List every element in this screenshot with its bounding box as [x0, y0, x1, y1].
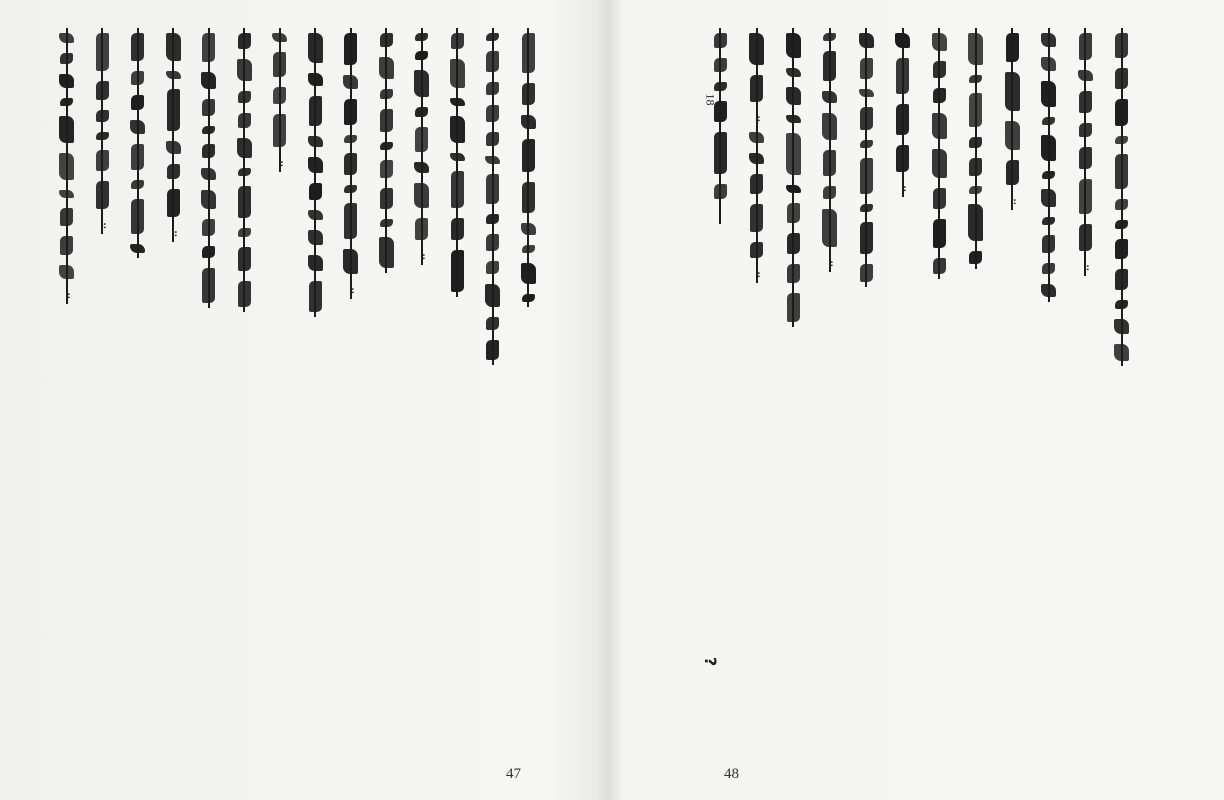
text-column [931, 28, 947, 279]
glyph-stroke [750, 242, 763, 258]
glyph-stroke [714, 82, 727, 91]
glyph-stroke [896, 145, 909, 172]
glyph-stroke [1115, 136, 1128, 144]
text-column [785, 28, 801, 327]
glyph-stroke [822, 91, 837, 103]
glyph-stroke [131, 95, 144, 109]
glyph-stroke [1079, 91, 1092, 112]
glyph-stroke [1115, 99, 1128, 126]
punctuation-mark: ᠃ [272, 157, 288, 166]
glyph-stroke [238, 281, 251, 307]
text-column [272, 28, 288, 172]
glyph-stroke [59, 116, 74, 142]
glyph-stroke [787, 233, 800, 255]
glyph-stroke [1042, 171, 1055, 179]
glyph-stroke [1115, 154, 1128, 189]
glyph-stroke [521, 263, 536, 284]
glyph-stroke [60, 208, 73, 225]
glyph-stroke [860, 107, 873, 130]
glyph-stroke [786, 33, 801, 58]
glyph-stroke [787, 264, 800, 283]
glyph-stroke [1115, 269, 1128, 290]
glyph-stroke [273, 114, 286, 147]
text-column [378, 28, 394, 273]
glyph-stroke [1041, 33, 1056, 47]
glyph-stroke [59, 190, 74, 199]
glyph-stroke [1079, 123, 1092, 138]
question-mark: ? [701, 656, 721, 667]
glyph-stroke [969, 93, 982, 126]
glyph-stroke [344, 135, 357, 143]
glyph-stroke [450, 153, 465, 161]
glyph-stroke [969, 137, 982, 149]
glyph-stroke [1005, 121, 1020, 151]
glyph-stroke [60, 98, 73, 106]
glyph-stroke [859, 33, 874, 48]
glyph-stroke [486, 261, 499, 274]
glyph-stroke [486, 132, 499, 147]
glyph-stroke [131, 71, 144, 85]
text-column [1004, 28, 1020, 210]
glyph-stroke [860, 222, 873, 255]
glyph-stroke [344, 185, 357, 193]
glyph-stroke [238, 33, 251, 49]
glyph-stroke [486, 234, 499, 252]
punctuation-mark: ᠃ [749, 112, 765, 122]
glyph-stroke [130, 244, 145, 253]
glyph-stroke [343, 75, 358, 90]
glyph-stroke [969, 251, 982, 263]
glyph-stroke [201, 72, 216, 90]
glyph-stroke [822, 113, 837, 140]
text-column [520, 28, 536, 307]
glyph-stroke [787, 203, 800, 223]
glyph-stroke [933, 61, 946, 79]
glyph-stroke [273, 87, 286, 104]
glyph-stroke [933, 188, 946, 210]
glyph-stroke [714, 184, 727, 199]
glyph-stroke [308, 157, 323, 173]
glyph-stroke [786, 68, 801, 77]
text-column [1114, 28, 1130, 366]
glyph-stroke [933, 219, 946, 248]
glyph-stroke [451, 33, 464, 49]
page-number-left: 47 [506, 766, 521, 782]
glyph-stroke [860, 204, 873, 212]
glyph-stroke [344, 153, 357, 175]
glyph-stroke [749, 132, 764, 143]
glyph-stroke [380, 219, 393, 227]
punctuation-mark: ᠃ [749, 268, 765, 277]
glyph-stroke [859, 89, 874, 97]
glyph-stroke [202, 126, 215, 134]
glyph-stroke [415, 107, 428, 117]
glyph-stroke [823, 150, 836, 176]
glyph-stroke [308, 210, 323, 220]
glyph-stroke [714, 58, 727, 72]
glyph-stroke [167, 164, 180, 180]
glyph-stroke [486, 82, 499, 95]
glyph-stroke [522, 294, 535, 302]
glyph-stroke [486, 214, 499, 224]
glyph-stroke [486, 317, 499, 330]
glyph-stroke [1079, 147, 1092, 169]
glyph-stroke [343, 249, 358, 274]
glyph-stroke [823, 186, 836, 199]
glyph-stroke [201, 168, 216, 180]
glyph-stroke [1079, 179, 1092, 214]
glyph-stroke [1078, 70, 1093, 81]
glyph-stroke [60, 236, 73, 255]
text-column [712, 28, 728, 210]
glyph-stroke [450, 98, 465, 106]
glyph-stroke [59, 153, 74, 180]
glyph-stroke [787, 293, 800, 322]
glyph-stroke [237, 59, 252, 81]
glyph-stroke [451, 171, 464, 209]
glyph-stroke [202, 268, 215, 304]
glyph-stroke [1042, 217, 1055, 225]
text-column [165, 28, 181, 242]
glyph-stroke [485, 156, 500, 164]
punctuation-mark: ᠃ [343, 284, 359, 294]
punctuation-mark: ᠃ [1005, 195, 1020, 204]
glyph-stroke [308, 33, 323, 63]
glyph-stroke [749, 33, 764, 65]
glyph-stroke [415, 218, 428, 240]
glyph-stroke [96, 33, 109, 71]
glyph-stroke [130, 120, 145, 135]
glyph-stroke [1042, 117, 1055, 125]
glyph-stroke [750, 174, 763, 194]
glyph-stroke [450, 116, 465, 142]
glyph-stroke [1041, 57, 1056, 71]
glyph-stroke [749, 153, 764, 164]
glyph-stroke [96, 81, 109, 101]
text-column [449, 28, 465, 297]
glyph-stroke [131, 33, 144, 61]
text-column [201, 28, 217, 308]
glyph-stroke [166, 71, 181, 79]
glyph-stroke [786, 87, 801, 105]
glyph-stroke [450, 59, 465, 88]
glyph-stroke [933, 88, 946, 103]
glyph-stroke [522, 182, 535, 213]
glyph-stroke [750, 204, 763, 232]
glyph-stroke [786, 115, 801, 123]
glyph-stroke [1079, 33, 1092, 60]
glyph-stroke [308, 136, 323, 148]
glyph-stroke [414, 162, 429, 173]
text-column [236, 28, 252, 312]
glyph-stroke [1041, 81, 1056, 107]
glyph-stroke [380, 160, 393, 178]
glyph-stroke [486, 51, 499, 72]
punctuation-mark: ᠃ [1078, 261, 1093, 271]
glyph-stroke [96, 132, 109, 140]
glyph-stroke [1115, 300, 1128, 310]
glyph-stroke [238, 91, 251, 103]
glyph-stroke [414, 70, 429, 97]
text-column [59, 28, 75, 304]
punctuation-mark: ᠃ [166, 228, 181, 237]
glyph-stroke [896, 58, 909, 93]
glyph-stroke [1115, 199, 1128, 210]
page-number-right: 48 [724, 766, 739, 782]
glyph-stroke [750, 75, 763, 102]
right-page [612, 0, 1224, 800]
text-column [485, 28, 501, 365]
glyph-stroke [202, 144, 215, 157]
glyph-stroke [344, 203, 357, 239]
glyph-stroke [202, 99, 215, 116]
glyph-stroke [167, 89, 180, 131]
glyph-stroke [1115, 68, 1128, 89]
text-column [858, 28, 874, 287]
glyph-stroke [238, 113, 251, 128]
glyph-stroke [522, 33, 535, 73]
glyph-stroke [1006, 33, 1019, 62]
text-column [1077, 28, 1093, 276]
glyph-stroke [308, 230, 323, 245]
text-column [749, 28, 765, 283]
glyph-stroke [344, 33, 357, 65]
glyph-stroke [451, 218, 464, 240]
glyph-stroke [272, 33, 287, 42]
glyph-stroke [415, 127, 428, 153]
glyph-stroke [1079, 224, 1092, 251]
glyph-stroke [522, 139, 535, 172]
glyph-stroke [485, 284, 500, 307]
glyph-stroke [860, 140, 873, 148]
glyph-stroke [968, 204, 983, 241]
text-column [414, 28, 430, 265]
glyph-stroke [380, 142, 393, 150]
glyph-stroke [308, 255, 323, 271]
glyph-stroke [380, 33, 393, 47]
glyph-stroke [1114, 344, 1129, 360]
punctuation-mark: ᠃ [822, 257, 838, 266]
glyph-stroke [202, 219, 215, 237]
glyph-stroke [1006, 160, 1019, 185]
glyph-stroke [131, 144, 144, 170]
text-column [822, 28, 838, 272]
glyph-stroke [380, 109, 393, 132]
glyph-stroke [486, 105, 499, 122]
glyph-stroke [238, 247, 251, 272]
glyph-stroke [60, 53, 73, 64]
glyph-stroke [969, 75, 982, 83]
glyph-stroke [486, 174, 499, 203]
footnote-marker: 18 [703, 93, 718, 106]
glyph-stroke [521, 223, 536, 235]
text-column [307, 28, 323, 317]
text-column [1041, 28, 1057, 302]
glyph-stroke [823, 51, 836, 81]
glyph-stroke [273, 52, 286, 76]
glyph-stroke [237, 138, 252, 158]
text-column [968, 28, 984, 269]
glyph-stroke [1115, 33, 1128, 58]
glyph-stroke [1115, 239, 1128, 259]
glyph-stroke [379, 57, 394, 79]
glyph-stroke [1041, 135, 1056, 161]
glyph-stroke [786, 133, 801, 175]
glyph-stroke [522, 245, 535, 253]
glyph-stroke [59, 74, 74, 88]
glyph-stroke [1115, 220, 1128, 229]
glyph-stroke [932, 33, 947, 51]
glyph-stroke [415, 33, 428, 41]
glyph-stroke [414, 183, 429, 207]
glyph-stroke [1114, 319, 1129, 334]
glyph-stroke [932, 149, 947, 177]
glyph-stroke [309, 281, 322, 312]
glyph-stroke [860, 158, 873, 193]
glyph-stroke [521, 115, 536, 129]
text-column [130, 28, 146, 258]
glyph-stroke [308, 73, 323, 86]
glyph-stroke [131, 199, 144, 234]
glyph-stroke [1041, 189, 1056, 207]
punctuation-mark: ᠃ [59, 290, 75, 299]
glyph-stroke [59, 265, 74, 279]
text-column [94, 28, 110, 234]
glyph-stroke [344, 99, 357, 125]
glyph-stroke [1042, 235, 1055, 253]
glyph-stroke [486, 33, 499, 41]
glyph-stroke [860, 58, 873, 79]
glyph-stroke [714, 132, 727, 174]
glyph-stroke [932, 113, 947, 139]
glyph-stroke [1042, 263, 1055, 274]
glyph-stroke [968, 33, 983, 65]
glyph-stroke [202, 33, 215, 62]
glyph-stroke [822, 209, 837, 247]
glyph-stroke [380, 89, 393, 99]
glyph-stroke [309, 96, 322, 126]
glyph-stroke [823, 33, 836, 41]
glyph-stroke [96, 110, 109, 122]
glyph-stroke [969, 158, 982, 176]
glyph-stroke [202, 246, 215, 257]
glyph-stroke [238, 186, 251, 218]
punctuation-mark: ᠃ [414, 250, 430, 260]
glyph-stroke [896, 104, 909, 135]
glyph-stroke [166, 141, 181, 154]
glyph-stroke [714, 33, 727, 48]
text-column [895, 28, 911, 197]
glyph-stroke [1005, 72, 1020, 111]
glyph-stroke [380, 188, 393, 209]
punctuation-mark: ᠃ [895, 182, 911, 192]
glyph-stroke [933, 258, 946, 274]
glyph-stroke [1041, 284, 1056, 298]
glyph-stroke [131, 180, 144, 189]
text-column [343, 28, 359, 299]
glyph-stroke [167, 189, 180, 217]
glyph-stroke [201, 190, 216, 209]
glyph-stroke [238, 228, 251, 237]
glyph-stroke [238, 168, 251, 176]
glyph-stroke [379, 237, 394, 268]
glyph-stroke [451, 250, 464, 292]
glyph-stroke [96, 150, 109, 171]
glyph-stroke [969, 186, 982, 194]
glyph-stroke [166, 33, 181, 61]
glyph-stroke [486, 340, 499, 360]
glyph-stroke [522, 83, 535, 105]
punctuation-mark: ᠃ [95, 219, 110, 228]
glyph-stroke [96, 181, 109, 208]
glyph-stroke [860, 264, 873, 282]
glyph-stroke [59, 33, 74, 43]
